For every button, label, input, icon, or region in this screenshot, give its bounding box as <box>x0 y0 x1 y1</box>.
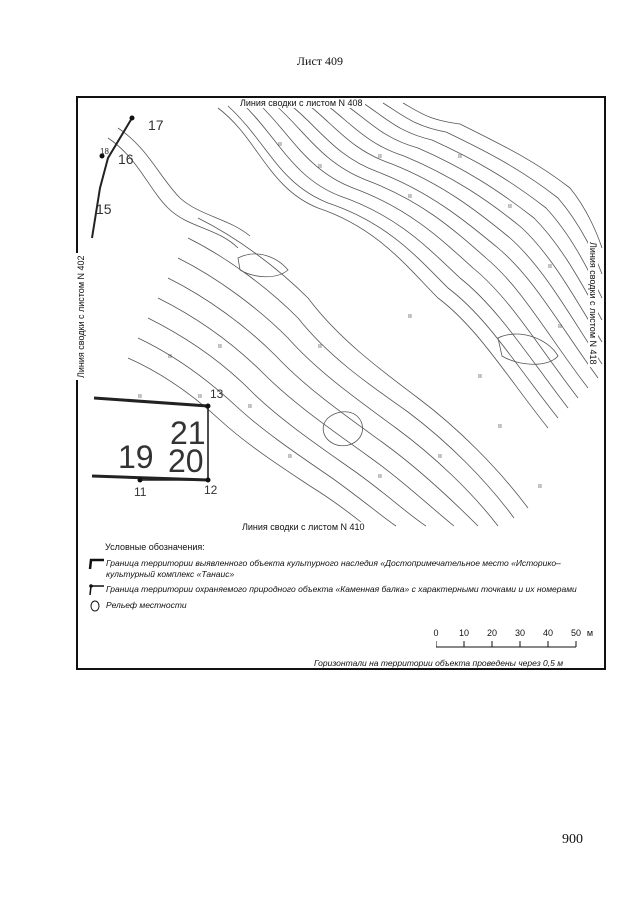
legend-item <box>88 558 598 580</box>
scale-label: 0 <box>433 628 439 638</box>
svg-text:13: 13 <box>210 387 224 401</box>
svg-text:ıı: ıı <box>288 453 292 460</box>
edge-label-left: Линия сводки с листом N 402 <box>76 255 86 378</box>
legend-item-text: Граница территории выявленного объекта культурного наследия «Достопримечательное место «Историко– культурный комплекс «Танаис» <box>106 558 561 579</box>
edge-label-right: Линия сводки с листом N 418 <box>588 242 598 365</box>
svg-text:ıı: ıı <box>548 263 552 270</box>
svg-text:ıı: ıı <box>438 453 442 460</box>
svg-text:ıı: ıı <box>138 393 142 400</box>
svg-text:ıı: ıı <box>538 483 542 490</box>
scale-label: 30 <box>514 628 526 638</box>
svg-text:20: 20 <box>168 443 204 479</box>
svg-text:ıı: ıı <box>478 373 482 380</box>
page-number: 900 <box>562 832 583 847</box>
svg-text:16: 16 <box>118 151 134 167</box>
svg-text:19: 19 <box>118 439 154 475</box>
svg-text:ıı: ıı <box>198 393 202 400</box>
svg-text:ıı: ıı <box>498 423 502 430</box>
legend-item <box>88 584 598 596</box>
heritage-boundary-icon <box>88 558 106 570</box>
svg-text:ıı: ıı <box>318 343 322 350</box>
svg-text:ıı: ıı <box>458 153 462 160</box>
contour-interval-note: Горизонтали на территории объекта проведены через 0,5 м <box>314 658 564 668</box>
svg-text:ıı: ıı <box>318 163 322 170</box>
svg-text:17: 17 <box>148 117 164 133</box>
heritage-boundary-line <box>94 398 208 406</box>
relief-icon <box>88 600 106 612</box>
svg-text:ıı: ıı <box>218 343 222 350</box>
scale-bar <box>433 628 596 650</box>
legend <box>88 542 598 616</box>
legend-title: Условные обозначения: <box>105 542 205 552</box>
legend-item-text: Граница территории охраняемого природного объекта «Каменная балка» с характерными точками и их номерами <box>106 584 577 594</box>
edge-label-bottom: Линия сводки с листом N 410 <box>242 522 365 532</box>
scale-ruler <box>436 640 586 648</box>
sheet-title: Лист 409 <box>296 54 344 68</box>
svg-text:ıı: ıı <box>408 313 412 320</box>
map-sheet-frame <box>76 96 606 670</box>
protected-boundary-icon <box>88 584 106 596</box>
svg-text:ıı: ıı <box>378 473 382 480</box>
svg-text:ıı: ıı <box>558 323 562 330</box>
legend-item <box>88 600 598 612</box>
scale-unit: м <box>586 628 594 638</box>
svg-text:12: 12 <box>204 483 218 497</box>
scale-label: 40 <box>542 628 554 638</box>
protected-boundary-line <box>92 118 132 238</box>
svg-text:ıı: ıı <box>168 353 172 360</box>
svg-text:ıı: ıı <box>248 403 252 410</box>
topographic-map[interactable] <box>76 98 604 532</box>
svg-text:11: 11 <box>134 485 147 499</box>
svg-text:18: 18 <box>100 147 109 156</box>
svg-text:ıı: ıı <box>508 203 512 210</box>
svg-text:ıı: ıı <box>408 193 412 200</box>
legend-item-text: Рельеф местности <box>106 600 187 610</box>
scale-label: 20 <box>486 628 498 638</box>
svg-text:ıı: ıı <box>378 153 382 160</box>
svg-text:ıı: ıı <box>278 141 282 148</box>
edge-label-top: Линия сводки с листом N 408 <box>240 98 363 108</box>
svg-text:15: 15 <box>96 201 112 217</box>
scale-label: 50 <box>570 628 582 638</box>
scale-label: 10 <box>458 628 470 638</box>
point-numbers <box>96 117 224 499</box>
svg-text:21: 21 <box>170 415 206 451</box>
